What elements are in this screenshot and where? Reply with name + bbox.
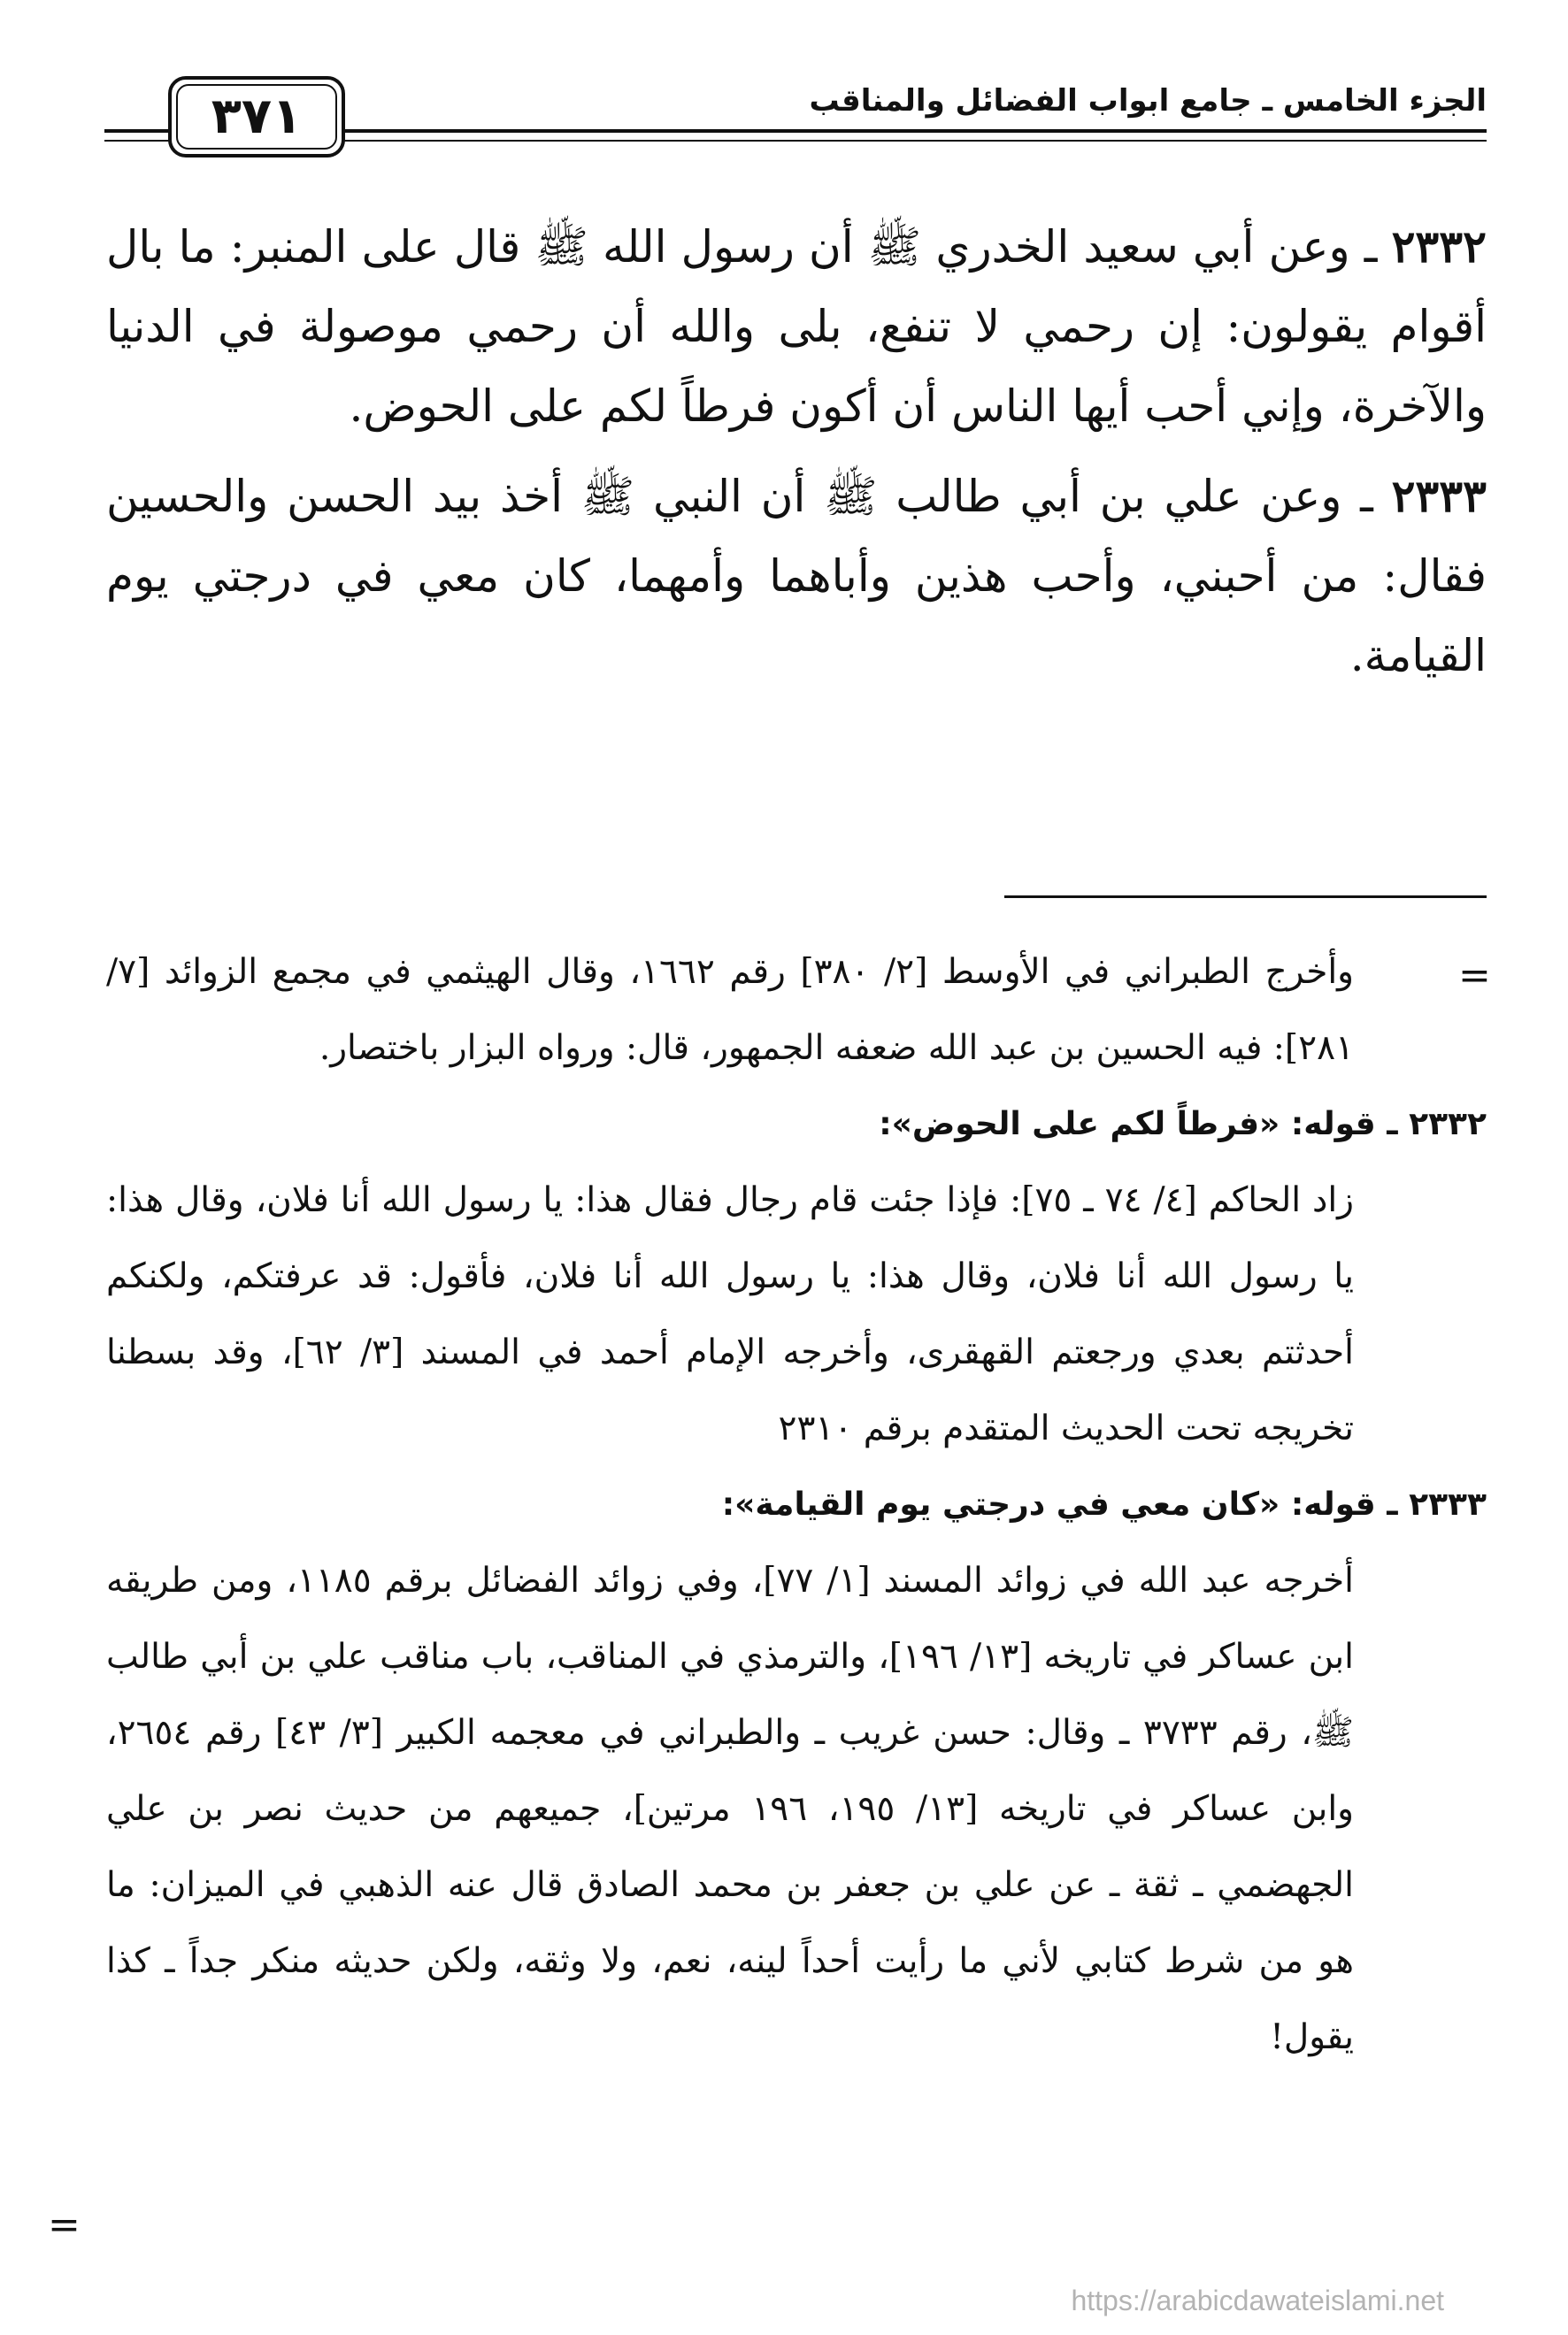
- hadith-text: ـ وعن علي بن أبي طالب ﷺ أن النبي ﷺ أخذ بيد الحسن والحسين فقال: من أحبني، وأحب هذين وأباهما وأمهما، كان معي في درجتي يوم القيامة.: [106, 471, 1487, 681]
- footnote-body: أخرجه عبد الله في زوائد المسند [١/ ٧٧]، وفي زوائد الفضائل برقم ١١٨٥، ومن طريقه ابن عساكر في تاريخه [١٣/ ١٩٦]، والترمذي في المناقب، باب مناقب علي بن أبي طالب ﷺ، رقم ٣٧٣٣ ـ وقال: حسن غريب ـ والطبراني في معجمه الكبير [٣/ ٤٣] رقم ٢٦٥٤، وابن عساكر في تاريخه [١٣/ ١٩٥، ١٩٦ مرتين]، جميعهم من حديث نصر بن علي الجهضمي ـ ثقة ـ عن علي بن جعفر بن محمد الصادق قال عنه الذهبي في الميزان: ما هو من شرط كتابي لأني ما رأيت أحداً لينه، نعم، ولا وثقه، ولكن حديثه منكر جداً ـ كذا يقول!: [106, 1561, 1354, 2057]
- hadith-number: ٢٣٣٣: [1391, 470, 1487, 522]
- main-text: [106, 207, 1487, 706]
- footnotes: [106, 934, 1487, 2076]
- hadith-paragraph: [106, 207, 1487, 446]
- footnote-heading: ٢٣٣٢ ـ قوله: «فرطاً لكم على الحوض»:: [879, 1106, 1487, 1142]
- hadith-paragraph: [106, 457, 1487, 695]
- watermark-url: https://arabicdawateislami.net: [1071, 2285, 1444, 2316]
- running-header-title: الجزء الخامس ـ جامع ابواب الفضائل والمناقب: [809, 83, 1487, 119]
- page-number-frame: [168, 76, 345, 157]
- continuation-mark-bottom: =: [48, 2202, 81, 2247]
- footnote-body: زاد الحاكم [٤/ ٧٤ ـ ٧٥]: فإذا جئت قام رجال فقال هذا: يا رسول الله أنا فلان، وقال هذا: يا رسول الله أنا فلان، وقال هذا: يا رسول الله أنا فلان، فأقول: قد عرفتكم، ولكنكم أحدثتم بعدي ورجعتم القهقرى، وأخرجه الإمام أحمد في المسند [٣/ ٦٢]، وقد بسطنا تخريجه تحت الحديث المتقدم برقم ٢٣١٠: [106, 1180, 1354, 1448]
- hadith-text: ـ وعن أبي سعيد الخدري ﷺ أن رسول الله ﷺ قال على المنبر: ما بال أقوام يقولون: إن رحمي لا تنفع، بلى والله أن رحمي موصولة في الدنيا والآخرة، وإني أحب أيها الناس أن أكون فرطاً لكم على الحوض.: [106, 221, 1487, 432]
- continuation-mark-top: =: [1458, 953, 1491, 998]
- page-number: ٣٧١: [211, 88, 303, 145]
- footnote-continuation: وأخرج الطبراني في الأوسط [٢/ ٣٨٠] رقم ١٦٦٢، وقال الهيثمي في مجمع الزوائد [٧/ ٢٨١]: فيه الحسين بن عبد الله ضعفه الجمهور، قال: ورواه البزار باختصار.: [106, 952, 1354, 1068]
- hadith-number: ٢٣٣٢: [1391, 220, 1487, 273]
- footnote-separator: [1004, 895, 1487, 898]
- footnote-heading: ٢٣٣٣ ـ قوله: «كان معي في درجتي يوم القيامة»:: [721, 1486, 1487, 1523]
